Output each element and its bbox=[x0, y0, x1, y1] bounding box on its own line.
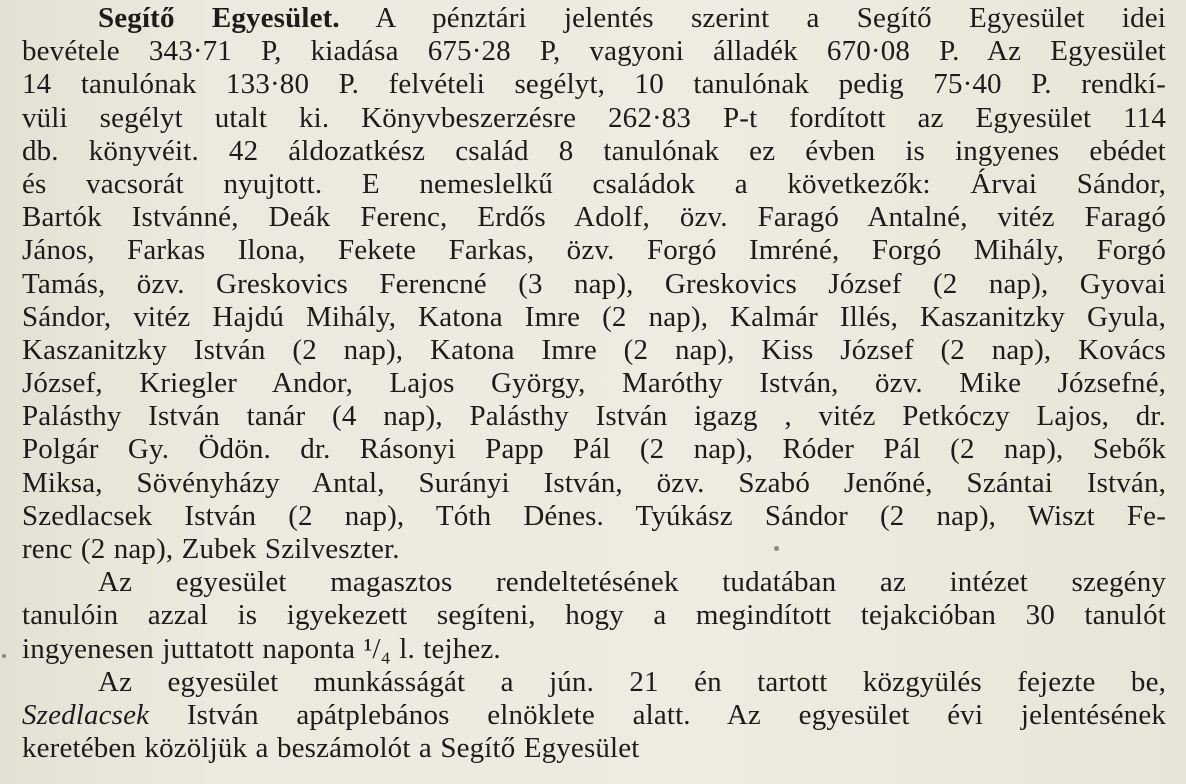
italic-name: Szedlacsek bbox=[22, 698, 150, 731]
para2-line: Az egyesület magasztos rendeltetésének tudatában az intézet szegény bbox=[98, 566, 1166, 599]
para2-last-line: ingyenesen juttatott naponta ¹/₄ l. tejhez. bbox=[22, 632, 501, 665]
document-text bbox=[22, 2, 1166, 765]
para1-last-line: renc (2 nap), Zubek Szilveszter. bbox=[22, 533, 400, 565]
para1-line: Sándor, vitéz Hajdú Mihály, Katona Imre (2 nap), Kalmár Illés, Kaszanitzky Gyula, bbox=[22, 300, 1166, 333]
para1-line: Kaszanitzky István (2 nap), Katona Imre (2 nap), Kiss József (2 nap), Kovács bbox=[22, 333, 1166, 366]
para3-last-line: keretében közöljük a beszámolót a Segítő Egyesület bbox=[22, 732, 640, 765]
para1-line: Miksa, Sövényházy Antal, Surányi István, özv. Szabó Jenőné, Szántai István, bbox=[22, 466, 1166, 499]
para3-line-2 bbox=[22, 699, 1166, 732]
para3-line-2-text: István apátplebános elnöklete alatt. Az egyesület évi jelentésének bbox=[149, 698, 1166, 731]
ink-speck bbox=[774, 546, 779, 551]
para1-line: bevétele 343·71 P, kiadása 675·28 P, vagyoni álladék 670·08 P. Az Egyesület bbox=[22, 35, 1166, 68]
para1-line: Bartók Istvánné, Deák Ferenc, Erdős Adolf, özv. Faragó Antalné, vitéz Faragó bbox=[22, 201, 1166, 234]
para2-line: tanulóin azzal is igyekezett segíteni, hogy a megindított tejakcióban 30 tanulót bbox=[22, 599, 1166, 632]
para1-line: Tamás, özv. Greskovics Ferencné (3 nap), Greskovics József (2 nap), Gyovai bbox=[22, 267, 1166, 300]
section-heading: Segítő Egyesület. bbox=[98, 2, 340, 34]
para1-line: és vacsorát nyujtott. E nemeslelkű családok a következők: Árvai Sándor, bbox=[22, 167, 1166, 200]
para1-line: vüli segélyt utalt ki. Könyvbeszerzésre 262·83 P-t fordított az Egyesület 114 bbox=[22, 101, 1166, 134]
para1-line: db. könyvéit. 42 áldozatkész család 8 tanulónak ez évben is ingyenes ebédet bbox=[22, 134, 1166, 167]
para3-line: Az egyesület munkásságát a jún. 21 én tartott közgyülés fejezte be, bbox=[98, 665, 1166, 698]
para1-line: János, Farkas Ilona, Fekete Farkas, özv. Forgó Imréné, Forgó Mihály, Forgó bbox=[22, 234, 1166, 267]
para1-line: József, Kriegler Andor, Lajos György, Maróthy István, özv. Mike Józsefné, bbox=[22, 367, 1166, 400]
para1-line: Szedlacsek István (2 nap), Tóth Dénes. Tyúkász Sándor (2 nap), Wiszt Fe- bbox=[22, 499, 1166, 532]
para1-line: 14 tanulónak 133·80 P. felvételi segélyt, 10 tanulónak pedig 75·40 P. rendkí- bbox=[22, 68, 1166, 101]
para1-line-1 bbox=[22, 2, 1166, 35]
ink-speck bbox=[2, 654, 6, 658]
para1-line-1-text: A pénztári jelentés szerint a Segítő Egyesület idei bbox=[339, 2, 1166, 34]
para1-line: Palásthy István tanár (4 nap), Palásthy István igazg , vitéz Petkóczy Lajos, dr. bbox=[22, 400, 1166, 433]
para1-line: Polgár Gy. Ödön. dr. Rásonyi Papp Pál (2 nap), Róder Pál (2 nap), Sebők bbox=[22, 433, 1166, 466]
